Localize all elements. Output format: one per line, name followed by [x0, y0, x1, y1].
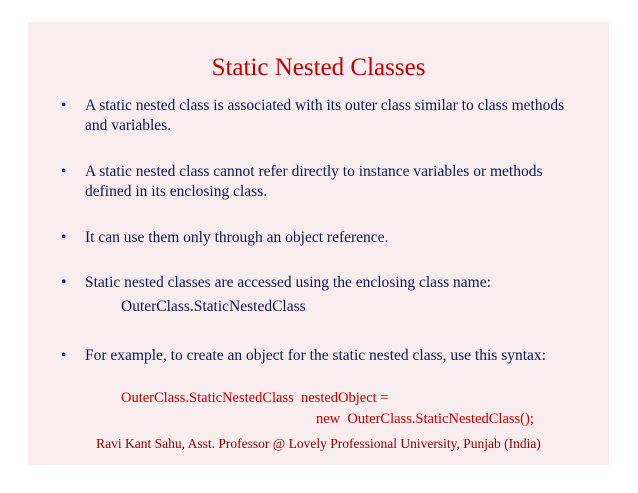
bullet-text: For example, to create an object for the static nested class, use this syntax:	[85, 347, 546, 364]
bullet-item	[61, 96, 581, 136]
code-example-line-2: new OuterClass.StaticNestedClass();	[316, 411, 534, 427]
slide	[28, 22, 609, 465]
bullet-marker: •	[61, 229, 67, 246]
bullet-text: A static nested class is associated with its outer class similar to class methods and variables.	[85, 97, 565, 134]
bullet-marker: •	[61, 274, 67, 291]
slide-footer: Ravi Kant Sahu, Asst. Professor @ Lovely Professional University, Punjab (India)	[96, 436, 541, 451]
bullet-item	[61, 346, 581, 366]
bullet-marker: •	[61, 347, 67, 364]
code-access-example: OuterClass.StaticNestedClass	[121, 298, 306, 315]
bullet-item	[61, 273, 581, 293]
bullet-marker: •	[61, 163, 67, 180]
bullet-text: A static nested class cannot refer directly to instance variables or methods defined in its enclosing class.	[85, 163, 543, 200]
slide-title: Static Nested Classes	[211, 54, 426, 81]
code-example-line-1: OuterClass.StaticNestedClass nestedObject =	[121, 390, 389, 406]
bullet-item	[61, 228, 581, 248]
bullet-item	[61, 162, 581, 202]
bullet-text: It can use them only through an object reference.	[85, 229, 389, 246]
bullet-text: Static nested classes are accessed using the enclosing class name:	[85, 274, 491, 291]
bullet-marker: •	[61, 97, 67, 114]
